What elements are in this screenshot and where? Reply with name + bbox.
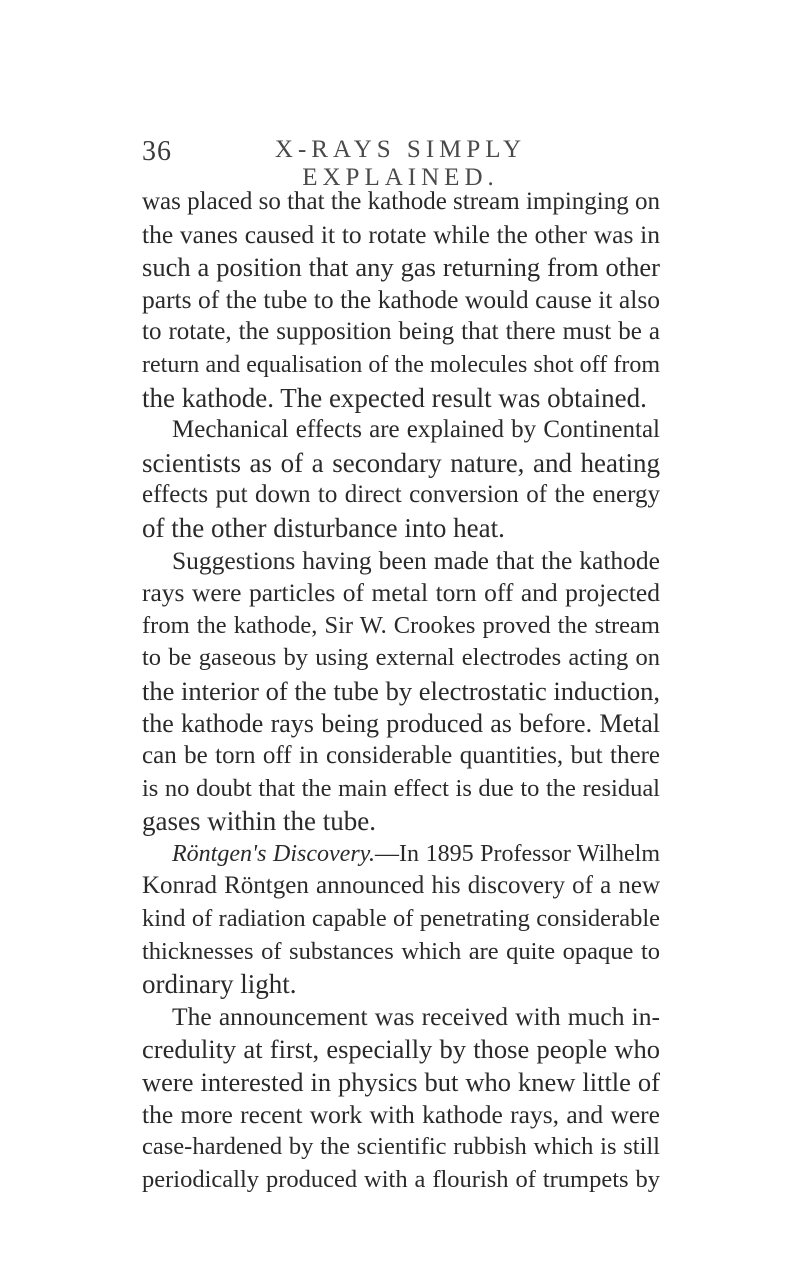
text-line: is no doubt that the main effect is due to the residual bbox=[142, 774, 660, 802]
text-line: the more recent work with kathode rays, and were bbox=[142, 1099, 660, 1129]
text-line: scientists as of a secondary nature, and heating bbox=[142, 447, 660, 478]
paragraph bbox=[142, 186, 660, 414]
text-line: such a position that any gas returning from other bbox=[142, 252, 660, 283]
text-line: Mechanical effects are explained by Continental bbox=[172, 416, 660, 444]
text-line: the interior of the tube by electrostatic induction, bbox=[142, 675, 661, 706]
running-head: X-RAYS SIMPLY EXPLAINED. bbox=[274, 136, 527, 191]
text-line: effects put down to direct conversion of the energy bbox=[142, 481, 660, 509]
text-line: of the other disturbance into heat. bbox=[142, 512, 505, 543]
text-line: parts of the tube to the kathode would cause it also bbox=[142, 284, 660, 314]
text-line: was placed so that the kathode stream impinging on bbox=[142, 188, 660, 215]
paragraph bbox=[142, 838, 660, 1001]
text-line: kind of radiation capable of penetrating considerable bbox=[142, 905, 660, 933]
text-line: The announcement was received with much in- bbox=[172, 1001, 660, 1031]
text-line: case-hardened by the scientific rubbish which is still bbox=[142, 1133, 660, 1161]
page-number: 36 bbox=[142, 136, 172, 167]
section-heading: Röntgen's Discovery. bbox=[172, 840, 376, 867]
text-line: to rotate, the supposition being that there must be a bbox=[142, 318, 660, 346]
text-line: the vanes caused it to rotate while the other was in bbox=[142, 219, 660, 249]
text-line bbox=[142, 838, 660, 871]
page-header bbox=[0, 136, 801, 191]
text-line: Konrad Röntgen announced his discovery of a new bbox=[142, 872, 660, 900]
text-line: rays were particles of metal torn off and projected bbox=[142, 578, 660, 608]
text-line: return and equalisation of the molecules shot off from bbox=[142, 351, 660, 378]
text-line: thicknesses of substances which are quite opaque to bbox=[142, 937, 660, 965]
paragraph bbox=[142, 414, 660, 544]
text-line: periodically produced with a flourish of trumpets by bbox=[142, 1165, 660, 1193]
body-text bbox=[142, 186, 660, 1196]
text-line: the kathode rays being produced as before. Metal bbox=[142, 708, 660, 738]
text-line: Suggestions having been made that the kathode bbox=[172, 545, 660, 575]
paragraph bbox=[142, 545, 660, 838]
text-line: ordinary light. bbox=[142, 969, 297, 1000]
text-line: credulity at first, especially by those people who bbox=[142, 1034, 660, 1065]
text-line: can be torn off in considerable quantities, but there bbox=[142, 742, 660, 770]
text-line: were interested in physics but who knew little of bbox=[142, 1067, 660, 1098]
text-line: the kathode. The expected result was obtained. bbox=[142, 382, 647, 413]
text-line: from the kathode, Sir W. Crookes proved the stream bbox=[142, 611, 660, 639]
text-line: to be gaseous by using external electrodes acting on bbox=[142, 644, 660, 672]
text-run: —In 1895 Professor Wilhelm bbox=[375, 840, 661, 867]
paragraph bbox=[142, 1001, 660, 1197]
text-line: gases within the tube. bbox=[142, 806, 376, 837]
